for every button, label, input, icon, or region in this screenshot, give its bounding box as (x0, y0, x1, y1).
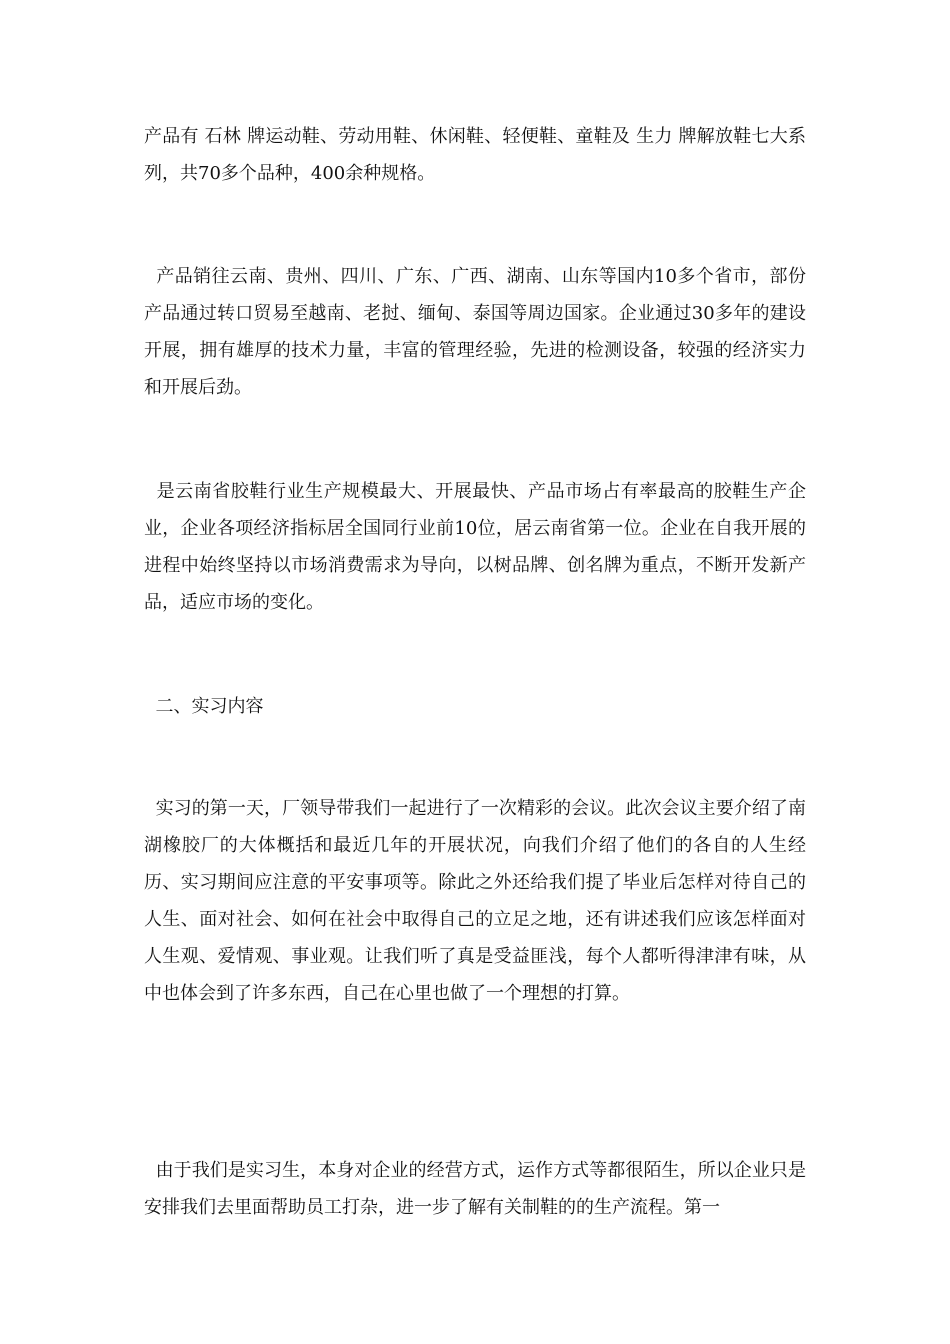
paragraph-industry-position: 是云南省胶鞋行业生产规模最大、开展最快、产品市场占有率最高的胶鞋生产企业，企业各项经济指标居全国同行业前10位，居云南省第一位。企业在自我开展的进程中始终坚持以市场消费需求为导向，以树品牌、创名牌为重点，不断开发新产品，适应市场的变化。 (144, 481, 806, 613)
paragraph-intern-work: 由于我们是实习生，本身对企业的经营方式，运作方式等都很陌生，所以企业只是安排我们去里面帮助员工打杂，进一步了解有关制鞋的的生产流程。第一 (144, 1160, 806, 1218)
paragraph-product-series: 产品有 石林 牌运动鞋、劳动用鞋、休闲鞋、轻便鞋、童鞋及 生力 牌解放鞋七大系列，共70多个品种，400余种规格。 (144, 126, 806, 184)
paragraph-first-day-meeting: 实习的第一天，厂领导带我们一起进行了一次精彩的会议。此次会议主要介绍了南湖橡胶厂的大体概括和最近几年的开展状况，向我们介绍了他们的各自的人生经历、实习期间应注意的平安事项等。除此之外还给我们提了毕业后怎样对待自己的人生、面对社会、如何在社会中取得自己的立足之地，还有讲述我们应该怎样面对人生观、爱情观、事业观。让我们听了真是受益匪浅，每个人都听得津津有味，从中也体会到了许多东西，自己在心里也做了一个理想的打算。 (144, 798, 806, 1004)
section-heading-internship-content: 二、实习内容 (144, 696, 264, 717)
paragraph-sales-regions: 产品销往云南、贵州、四川、广东、广西、湖南、山东等国内10多个省市，部份产品通过转口贸易至越南、老挝、缅甸、泰国等周边国家。企业通过30多年的建设开展，拥有雄厚的技术力量，丰富的管理经验，先进的检测设备，较强的经济实力和开展后劲。 (144, 266, 806, 398)
